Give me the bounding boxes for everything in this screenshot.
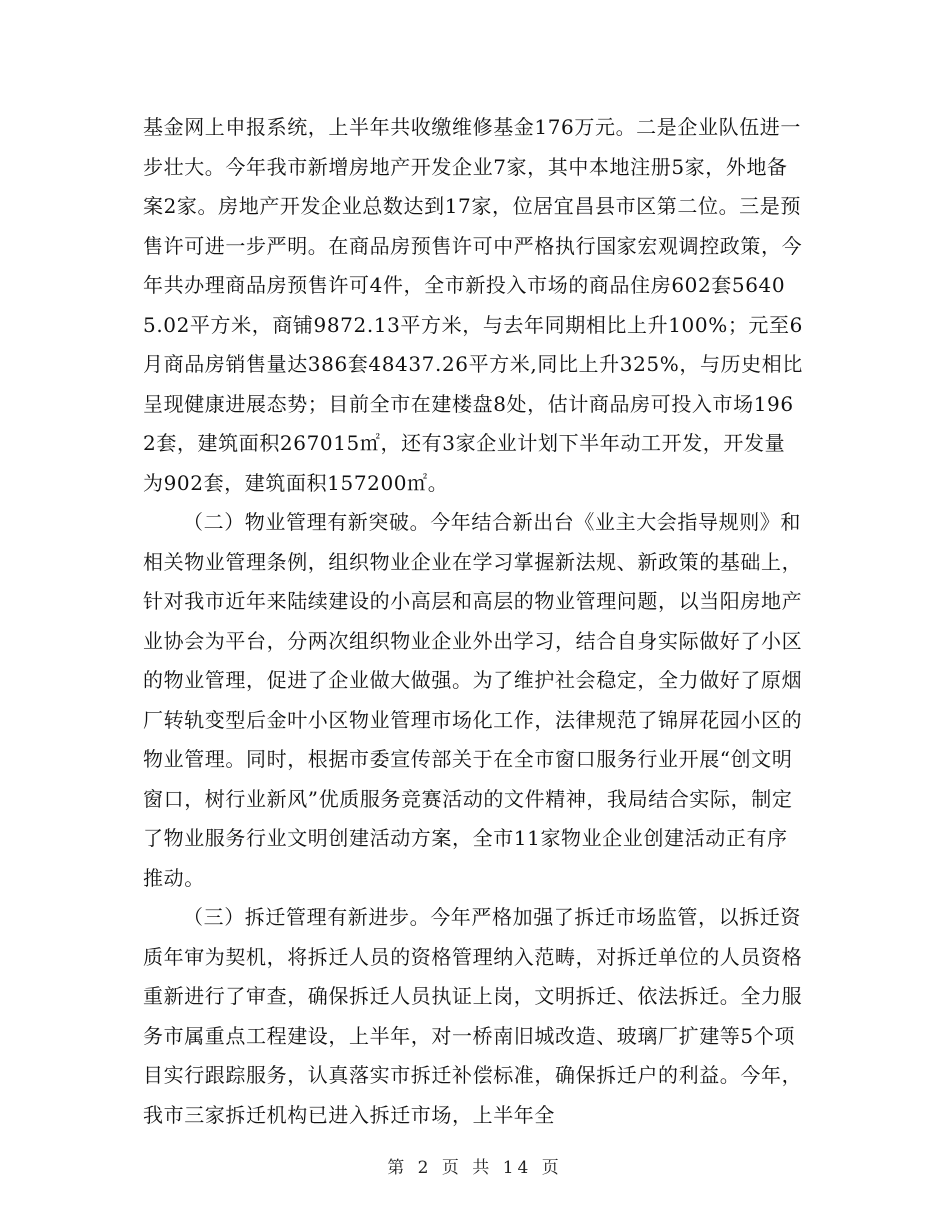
page-number-footer: 第 2 页 共 14 页 (387, 1158, 563, 1178)
paragraph-demolition-management: （三）拆迁管理有新进步。今年严格加强了拆迁市场监管，以拆迁资质年审为契机，将拆迁人员的资格管理纳入范畴，对拆迁单位的人员资格重新进行了审查，确保拆迁人员执证上岗，文明拆迁、依法拆迁。全力服务市属重点工程建设，上半年，对一桥南旧城改造、玻璃厂扩建等5个项目实行跟踪服务，认真落实市拆迁补偿标准，确保拆迁户的利益。今年，我市三家拆迁机构已进入拆迁市场，上半年全 (143, 905, 803, 1127)
document-body (143, 108, 805, 1135)
paragraph-continuation: 基金网上申报系统，上半年共收缴维修基金176万元。二是企业队伍进一步壮大。今年我市新增房地产开发企业7家，其中本地注册5家，外地备案2家。房地产开发企业总数达到17家，位居宜昌县市区第二位。三是预售许可进一步严明。在商品房预售许可中严格执行国家宏观调控政策，今年共办理商品房预售许可4件，全市新投入市场的商品住房602套56405.02平方米，商铺9872.13平方米，与去年同期相比上升100%；元至6月商品房销售量达386套48437.26平方米,同比上升325%，与历史相比呈现健康进展态势；目前全市在建楼盘8处，估计商品房可投入市场1962套，建筑面积267015㎡，还有3家企业计划下半年动工开发，开发量为902套，建筑面积157200㎡。 (143, 115, 803, 495)
paragraph-property-management: （二）物业管理有新突破。今年结合新出台《业主大会指导规则》和相关物业管理条例，组织物业企业在学习掌握新法规、新政策的基础上，针对我市近年来陆续建设的小高层和高层的物业管理问题，以当阳房地产业协会为平台，分两次组织物业企业外出学习，结合自身实际做好了小区的物业管理，促进了企业做大做强。为了维护社会稳定，全力做好了原烟厂转轨变型后金叶小区物业管理市场化工作，法律规范了锦屏花园小区的物业管理。同时，根据市委宣传部关于在全市窗口服务行业开展“创文明窗口，树行业新风”优质服务竞赛活动的文件精神，我局结合实际，制定了物业服务行业文明创建活动方案，全市11家物业企业创建活动正有序推动。 (143, 510, 803, 890)
